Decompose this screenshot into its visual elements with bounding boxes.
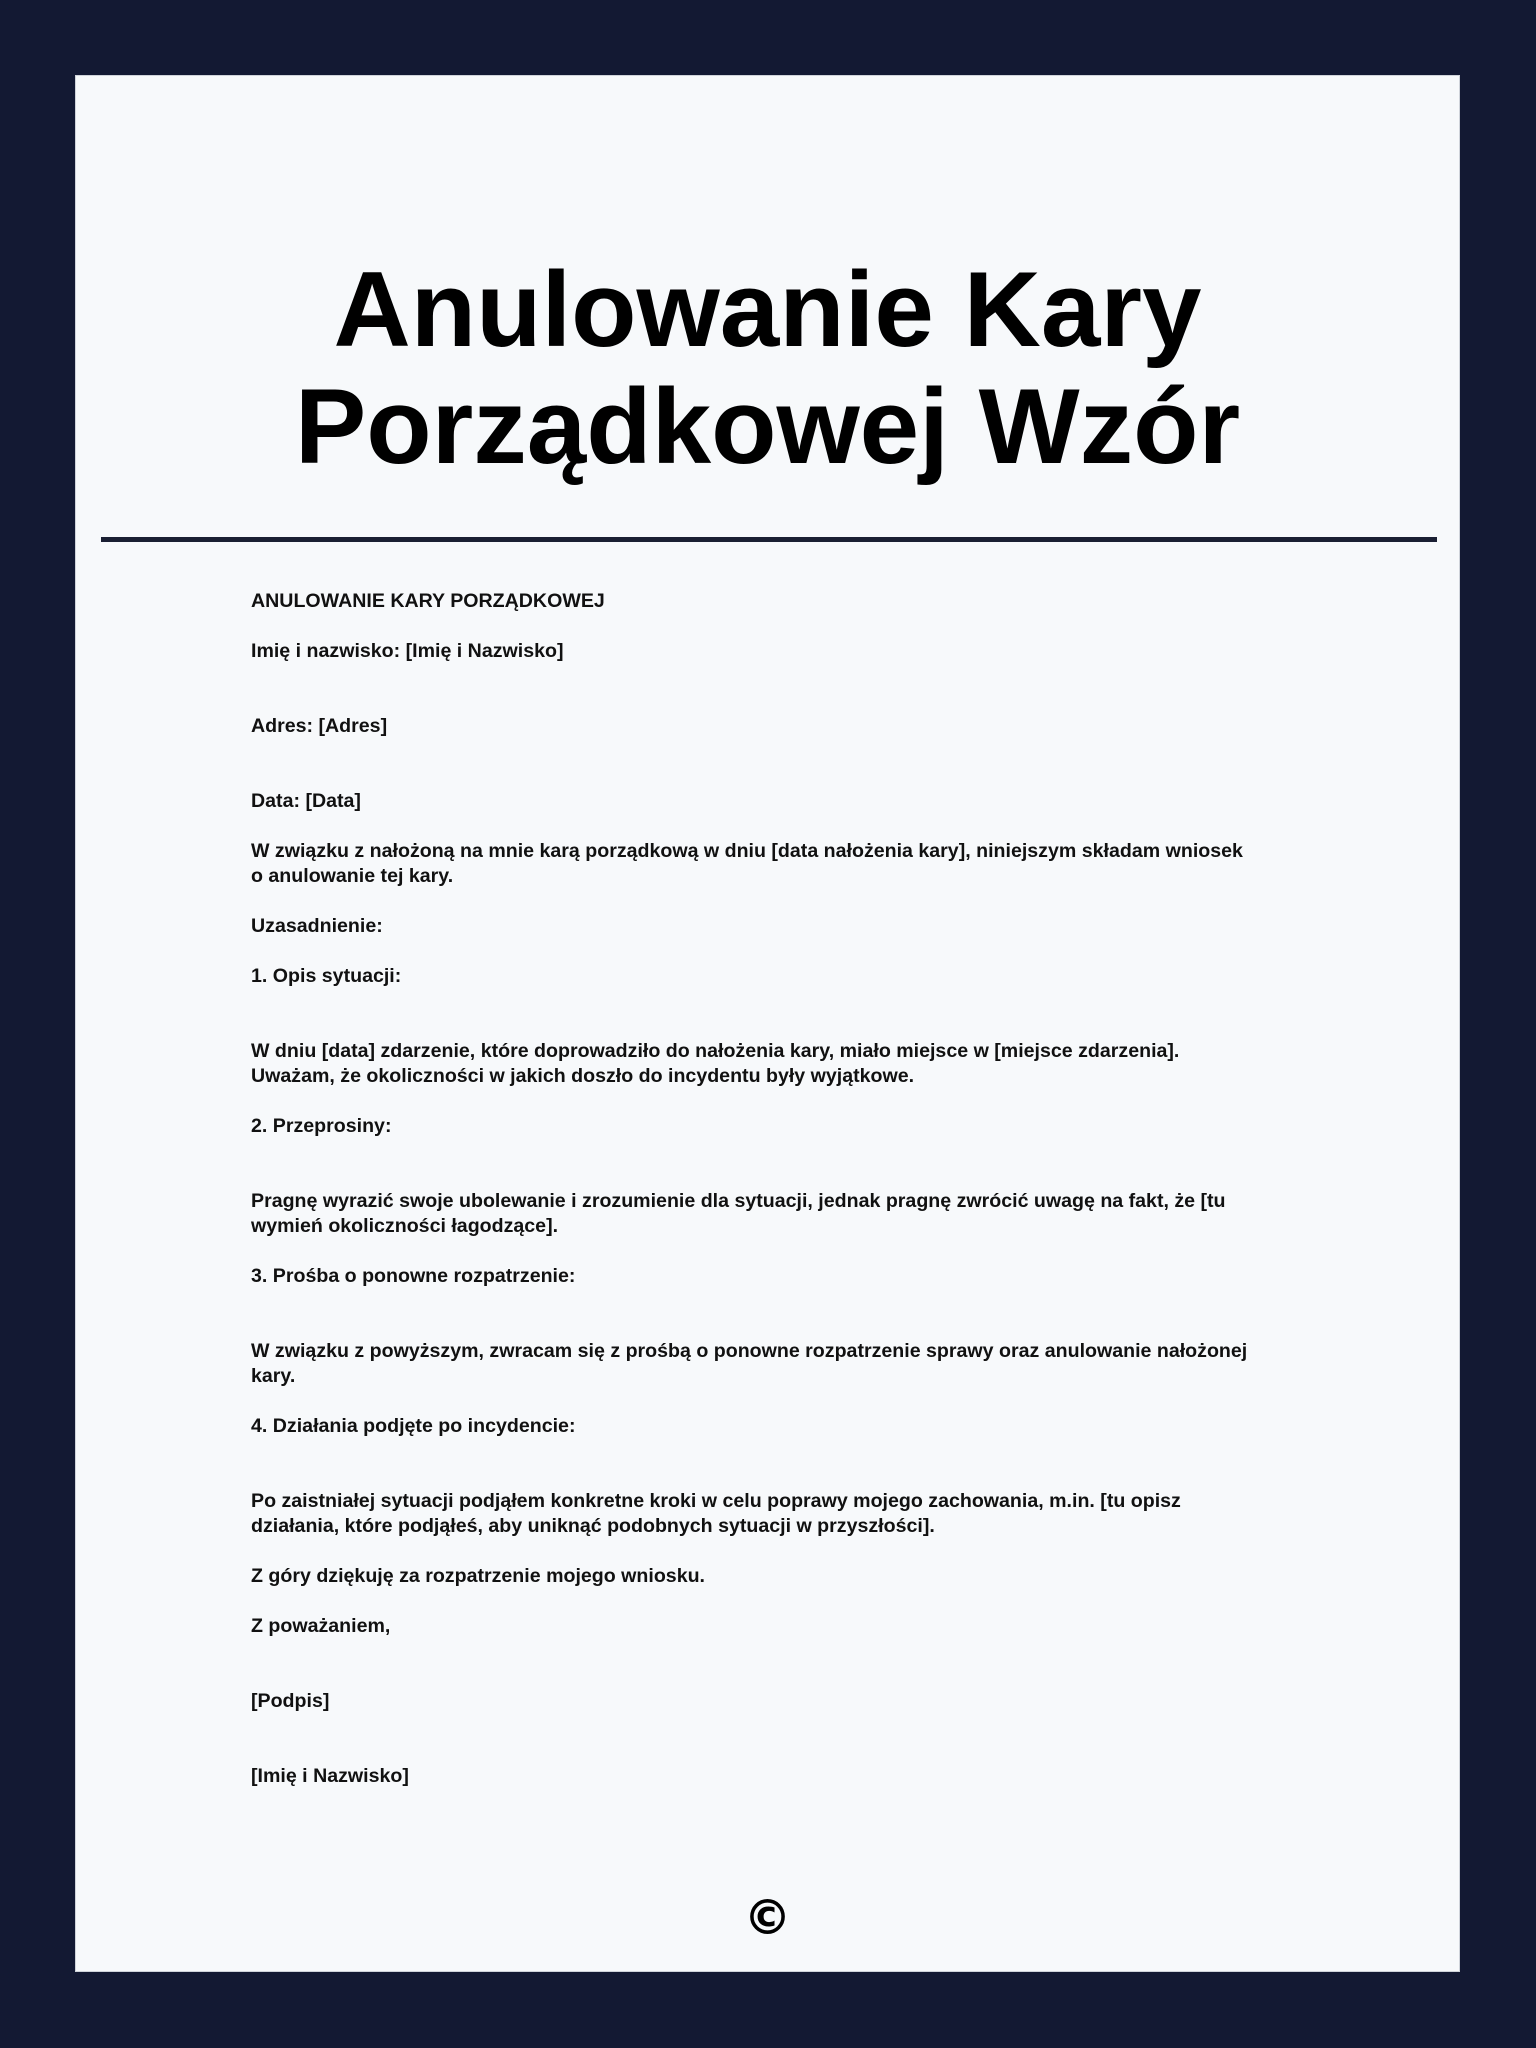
section-1-line-1: W dniu [data] zdarzenie, które doprowadziło do nałożenia kary, miało miejsce w [miejsce zdarzenia].	[251, 1040, 1180, 1062]
section-2-line-2: wymień okoliczności łagodzące].	[251, 1215, 559, 1237]
signature-placeholder: [Podpis]	[251, 1690, 330, 1712]
closing-line: Z poważaniem,	[251, 1615, 391, 1637]
section-4-line-1: Po zaistniałej sytuacji podjąłem konkretne kroki w celu poprawy mojego zachowania, m.in. [tu opisz	[251, 1490, 1181, 1512]
name-field: Imię i nazwisko: [Imię i Nazwisko]	[251, 640, 564, 662]
letter-heading: ANULOWANIE KARY PORZĄDKOWEJ	[251, 590, 605, 612]
copyright-icon: ©	[743, 1890, 792, 1946]
justification-label: Uzasadnienie:	[251, 915, 383, 937]
title-line-2: Porządkowej Wzór	[294, 366, 1241, 486]
section-1-heading: 1. Opis sytuacji:	[251, 965, 402, 987]
title-line-1: Anulowanie Kary	[333, 249, 1202, 369]
section-3-line-2: kary.	[251, 1365, 296, 1387]
section-1-line-2: Uważam, że okoliczności w jakich doszło do incydentu były wyjątkowe.	[251, 1065, 915, 1087]
section-4-heading: 4. Działania podjęte po incydencie:	[251, 1415, 576, 1437]
letter-body	[251, 76, 1286, 1973]
section-3-line-1: W związku z powyższym, zwracam się z prośbą o ponowne rozpatrzenie sprawy oraz anulowanie nałożonej	[251, 1340, 1248, 1362]
date-field: Data: [Data]	[251, 790, 361, 812]
section-2-line-1: Pragnę wyrazić swoje ubolewanie i zrozumienie dla sytuacji, jednak pragnę zwrócić uwagę na fakt, że [tu	[251, 1190, 1226, 1212]
section-4-line-2: działania, które podjąłeś, aby uniknąć podobnych sytuacji w przyszłości].	[251, 1515, 935, 1537]
intro-line-2: o anulowanie tej kary.	[251, 865, 454, 887]
document-page	[75, 75, 1460, 1972]
section-2-heading: 2. Przeprosiny:	[251, 1115, 392, 1137]
section-3-heading: 3. Prośba o ponowne rozpatrzenie:	[251, 1265, 576, 1287]
signature-name: [Imię i Nazwisko]	[251, 1765, 409, 1787]
address-field: Adres: [Adres]	[251, 715, 388, 737]
intro-line-1: W związku z nałożoną na mnie karą porządkową w dniu [data nałożenia kary], niniejszym składam wniosek	[251, 840, 1243, 862]
thanks-line: Z góry dziękuję za rozpatrzenie mojego wniosku.	[251, 1565, 706, 1587]
